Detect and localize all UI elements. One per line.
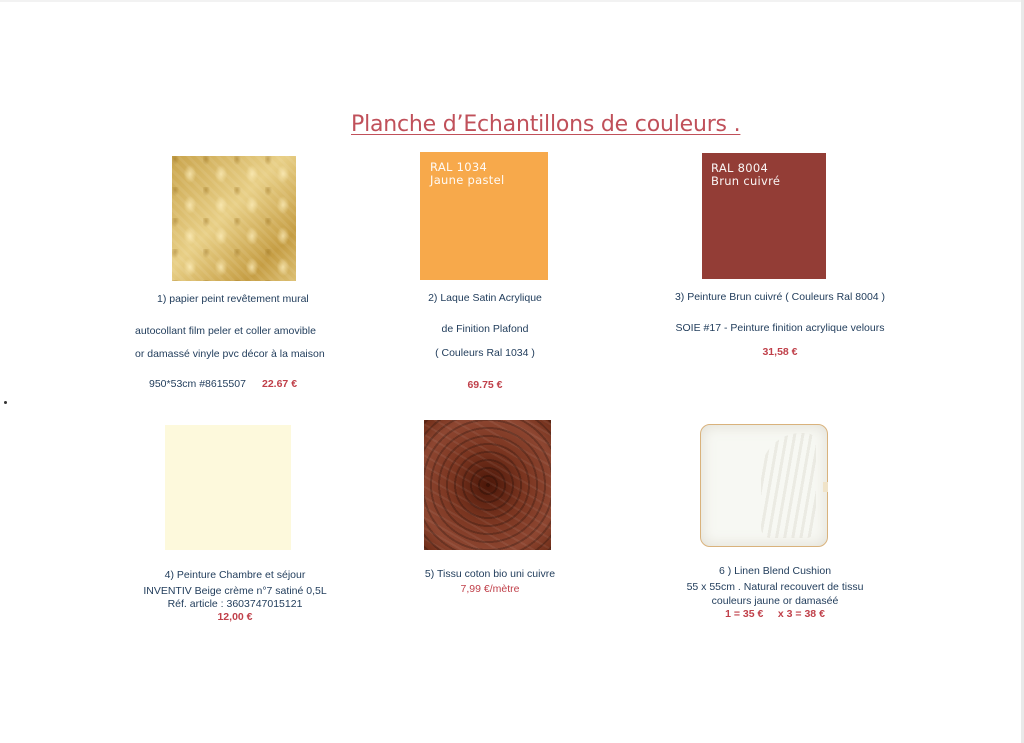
ral-1034-label [430,161,504,187]
fabric-swatch [424,420,551,550]
item-4-line-3: Réf. article : 3603747015121 [167,598,303,610]
paint-swatch-beige [165,425,291,550]
item-1-line-2: autocollant film peler et coller amovible [135,325,316,337]
item-1-ref: 950*53cm #8615507 [149,378,246,390]
ral-code: RAL 1034 [430,160,488,174]
item-4-price: 12,00 € [217,611,253,623]
wallpaper-swatch [172,156,296,281]
item-6-price: 1 = 35 € x 3 = 38 € [725,608,825,620]
item-2-line-1: 2) Laque Satin Acrylique [428,292,542,304]
item-2-line-3: ( Couleurs Ral 1034 ) [435,347,535,359]
item-1-price: 22.67 € [262,378,298,390]
item-4-line-1: 4) Peinture Chambre et séjour [164,569,306,581]
page-title: Planche d’Echantillons de couleurs . [351,112,741,137]
ral-name: Brun cuivré [711,174,781,188]
item-3-line-2: SOIE #17 - Peinture finition acrylique velours [675,322,885,334]
item-6-line-1: 6 ) Linen Blend Cushion [718,565,832,577]
item-4-line-2: INVENTIV Beige crème n°7 satiné 0,5L [143,585,327,597]
item-1-line-3: or damassé vinyle pvc décor à la maison [135,348,325,360]
item-5-price: 7,99 €/mètre [460,583,520,595]
item-2-line-2: de Finition Plafond [441,323,529,335]
item-3-price: 31,58 € [762,346,798,358]
item-1-line-1: 1) papier peint revêtement mural [157,293,309,305]
item-6-line-3: couleurs jaune or damaséé [711,595,839,607]
item-3-line-1: 3) Peinture Brun cuivré ( Couleurs Ral 8004 ) [674,291,886,303]
item-2-price: 69.75 € [467,379,503,391]
item-5-line-1: 5) Tissu coton bio uni cuivre [424,568,556,580]
scan-edge-top [0,0,1024,2]
ral-code: RAL 8004 [711,161,769,175]
item-6-line-2: 55 x 55cm . Natural recouvert de tissu [686,581,864,593]
cushion-swatch [700,424,828,547]
cushion-tag [823,482,828,492]
ral-8004-label [711,162,780,188]
scan-speck [4,401,7,404]
ral-name: Jaune pastel [430,173,505,187]
